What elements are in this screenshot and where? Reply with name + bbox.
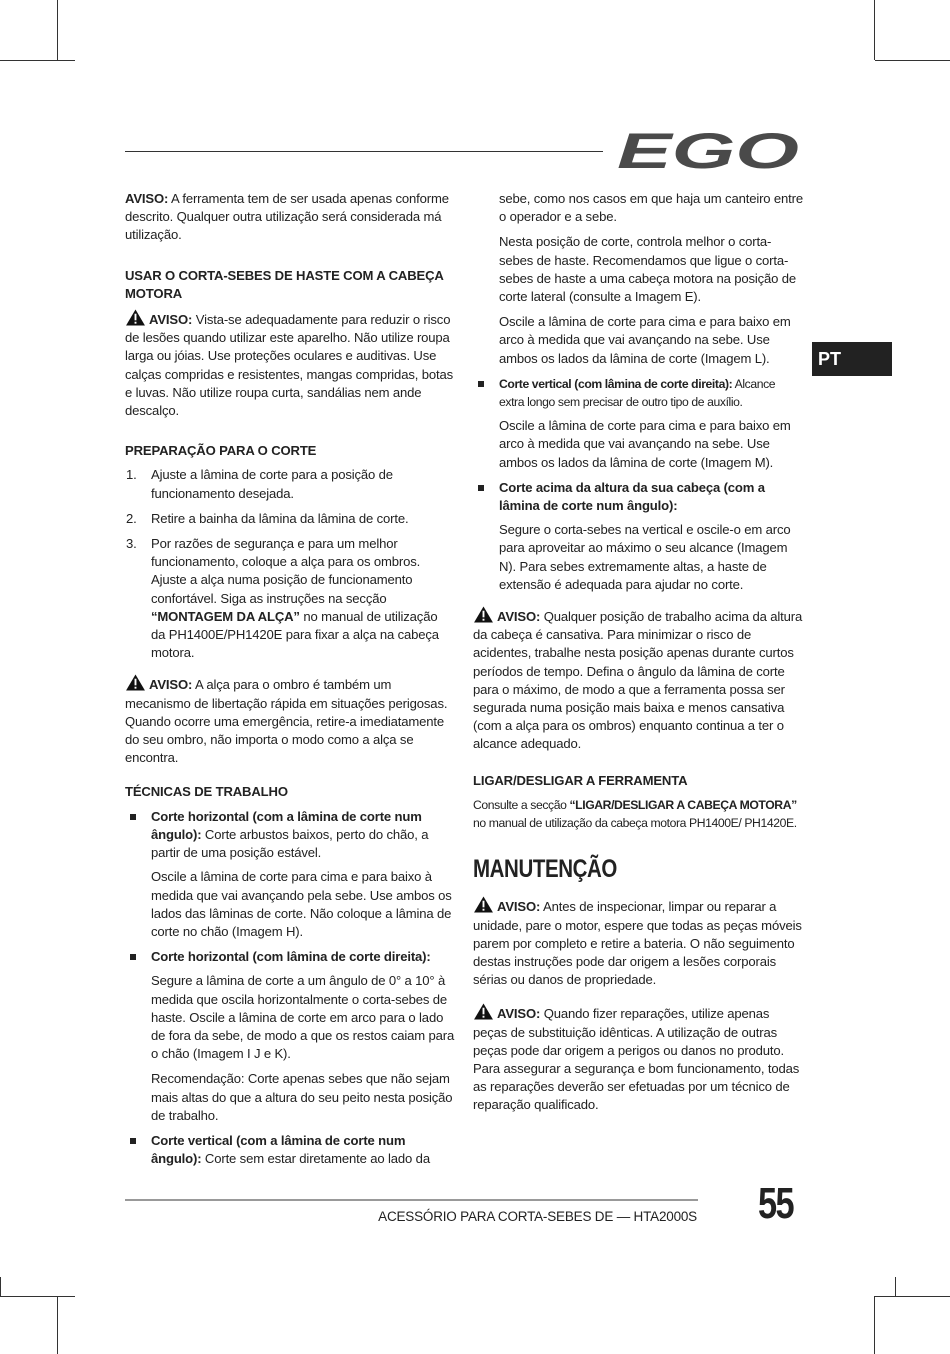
- header-rule: [125, 151, 603, 152]
- crop-mark: [0, 1277, 1, 1297]
- technique-item: Corte acima da altura da sua cabeça (com a lâmina de corte num ângulo):: [473, 479, 803, 515]
- step-item: 1. Ajuste a lâmina de corte para a posição de funcionamento desejada.: [126, 467, 393, 501]
- technique-item: Corte horizontal (com lâmina de corte direita):: [125, 948, 455, 966]
- crop-mark: [0, 60, 75, 61]
- technique-detail: Recomendação: Corte apenas sebes que não sejam mais altas do que a altura do seu peito nesta posição de trabalho.: [151, 1071, 453, 1123]
- maintenance-title: MANUTENÇÃO: [473, 855, 617, 884]
- on-off-text: Consulte a secção “LIGAR/DESLIGAR A CABEÇA MOTORA” no manual de utilização da cabeça motora PH1400E/ PH1420E.: [473, 797, 797, 831]
- warning-triangle-icon: [473, 606, 494, 623]
- warning-triangle-icon: [125, 674, 146, 691]
- shoulder-strap-warning: AVISO: A alça para o ombro é também um mecanismo de libertação rápida em situações perigosas. Quando ocorre uma emergência, retire-a imediatamente do seu ombro, não importa o modo como a alça se encontra.: [125, 674, 455, 767]
- technique-detail: Segure o corta-sebes na vertical e oscile-o em arco para aproveitar ao máximo o seu alcance (Imagem N). Para sebes extremamente altas, a haste de extensão é adequada para ajudar no corte.: [499, 522, 791, 592]
- footer-title: ACESSÓRIO PARA CORTA-SEBES DE — HTA2000S: [378, 1209, 697, 1224]
- language-tab: PT: [812, 342, 892, 376]
- crop-mark: [0, 1296, 75, 1297]
- technique-detail: Nesta posição de corte, controla melhor o corta-sebes de haste. Recomendamos que ligue o corta-sebes de haste a uma cabeça motora na posição de corte lateral (consulte a Imagem E).: [499, 234, 797, 305]
- page-number: 55: [758, 1179, 794, 1228]
- warning-triangle-icon: [125, 309, 146, 326]
- warning-triangle-icon: [473, 896, 494, 913]
- technique-list-cont: [473, 190, 803, 594]
- crop-mark: [875, 60, 950, 61]
- ego-logo: [616, 130, 800, 172]
- maintenance-warning-2: AVISO: Quando fizer reparações, utilize apenas peças de substituição idênticas. A utilização de outras peças pode dar origem a perigos ou danos no produto. Para assegurar a segurança e bom funcionamento, todas as reparações deverão ser efetuadas por um técnico de reparação qualificado.: [473, 1003, 803, 1114]
- technique-detail: Oscile a lâmina de corte para cima e para baixo em arco à medida que vai avançando na sebe. Use ambos os lados da lâmina de corte (Imagem L).: [499, 314, 791, 366]
- technique-item: Corte vertical (com a lâmina de corte num ângulo): Corte sem estar diretamente ao lado da: [125, 1132, 455, 1168]
- technique-continuation: sebe, como nos casos em que haja um canteiro entre o operador e a sebe.: [499, 191, 804, 225]
- overhead-warning: AVISO: Qualquer posição de trabalho acima da altura da cabeça é cansativa. Para minimizar o risco de acidentes, trabalhe nesta posição apenas durante curtos períodos de tempo. Defina o ângulo da lâmina de corte para o máximo, de modo a que a ferramenta possa ser segurada numa posição mais baixa e menos cansativa (com a alça para os ombros) enquanto continua a ter o alcance adequado.: [473, 606, 803, 754]
- technique-item: Corte horizontal (com a lâmina de corte num ângulo): Corte arbustos baixos, perto do chão, a partir de uma posição estável.: [125, 808, 455, 863]
- crop-mark: [874, 0, 875, 60]
- clothing-warning: AVISO: Vista-se adequadamente para reduzir o risco de lesões quando utilizar este aparelho. Não utilize roupa larga ou jóias. Use proteções oculares e auditivas. Use calças compridas e resistentes, mangas compridas, botas e luvas. Não utilize roupa curta, sandálias nem ande descalço.: [125, 309, 455, 420]
- intro-warning: AVISO: A ferramenta tem de ser usada apenas conforme descrito. Qualquer outra utilização será considerada má utilização.: [125, 191, 449, 243]
- maintenance-warning-1: AVISO: Antes de inspecionar, limpar ou reparar a unidade, pare o motor, espere que todas as peças móveis parem por completo e retire a bateria. O não seguimento destas instruções pode dar origem a lesões corporais sérias ou danos de propriedade.: [473, 896, 803, 989]
- section-title-on-off: LIGAR/DESLIGAR A FERRAMENTA: [473, 772, 688, 788]
- technique-item: Corte vertical (com lâmina de corte direita): Alcance extra longo sem precisar de outro tipo de auxílio.: [473, 375, 803, 411]
- section-title-power-head: USAR O CORTA-SEBES DE HASTE COM A CABEÇA MOTORA: [125, 267, 444, 301]
- crop-mark: [874, 1296, 875, 1354]
- technique-list: [125, 808, 455, 1169]
- crop-mark: [895, 1277, 896, 1297]
- step-item: 3. Por razões de segurança e para um melhor funcionamento, coloque a alça para os ombros. Ajuste a alça numa posição de funcionamento confortável. Siga as instruções na secção “MONTAGEM DA ALÇA” no manual de utilização da PH1400E/PH1420E para fixar a alça na cabeça motora.: [126, 536, 439, 661]
- technique-detail: Oscile a lâmina de corte para cima e para baixo em arco à medida que vai avançando na sebe. Use ambos os lados da lâmina de corte (Imagem M).: [499, 418, 791, 470]
- section-title-preparation: PREPARAÇÃO PARA O CORTE: [125, 443, 317, 459]
- technique-detail: Oscile a lâmina de corte para cima e para baixo à medida que vai avançando pela sebe. Use ambos os lados das lâminas de corte. Não coloque a lâmina de corte no chão (Imagem H).: [151, 869, 452, 939]
- crop-mark: [875, 1296, 950, 1297]
- preparation-steps: [125, 466, 455, 662]
- crop-mark: [57, 1296, 58, 1354]
- warning-triangle-icon: [473, 1003, 494, 1020]
- right-column: [473, 190, 803, 1123]
- footer-rule: [125, 1199, 698, 1201]
- technique-detail: Segure a lâmina de corte a um ângulo de 0° a 10° à medida que oscila horizontalmente o corta-sebes de haste. Oscile a lâmina de corte em arco para o lado de fora da sebe, de modo a que os restos caiam para o chão (Imagem I J e K).: [151, 973, 455, 1062]
- step-item: 2. Retire a bainha da lâmina da lâmina de corte.: [126, 510, 409, 526]
- svg-text:EGO: EGO: [617, 130, 800, 172]
- crop-mark: [57, 0, 58, 60]
- section-title-techniques: TÉCNICAS DE TRABALHO: [125, 784, 288, 800]
- left-column: [125, 190, 455, 1174]
